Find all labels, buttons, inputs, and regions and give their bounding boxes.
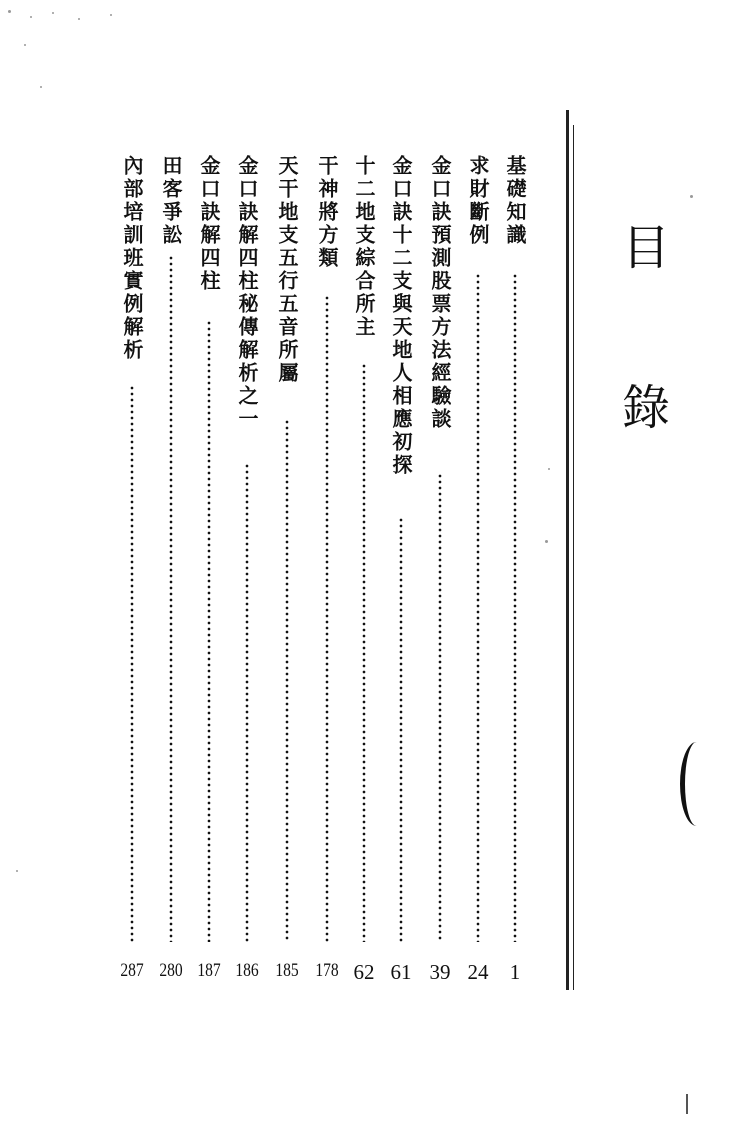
dot-leader	[476, 273, 480, 942]
scan-speck	[110, 14, 112, 16]
dot-leader	[285, 419, 289, 942]
dot-leader	[169, 255, 173, 942]
entry-title: 金口訣預測股票方法經驗談	[428, 155, 452, 431]
entry-title: 干神將方類	[315, 155, 339, 270]
toc-entry	[232, 155, 262, 1000]
entry-title: 十二地支綜合所主	[352, 155, 376, 339]
entry-page-number: 287	[120, 960, 144, 981]
entry-page-number: 1	[509, 960, 521, 984]
scan-speck	[30, 16, 32, 18]
scan-edge-mark	[680, 742, 713, 826]
toc-entry	[194, 155, 224, 1000]
scan-tick-mark	[686, 1094, 688, 1114]
entry-page-number: 186	[235, 960, 259, 981]
toc-title-char: 錄	[621, 380, 670, 436]
scan-speck	[40, 86, 42, 88]
scan-speck	[78, 18, 80, 20]
toc-entry	[272, 155, 302, 1000]
dot-leader	[513, 273, 517, 942]
dot-leader	[438, 473, 442, 942]
dot-leader	[207, 320, 211, 942]
dot-leader	[130, 385, 134, 942]
scan-speck	[24, 44, 26, 46]
dot-leader	[245, 463, 249, 942]
entry-title: 天干地支五行五音所屬	[275, 155, 299, 385]
entry-page-number: 61	[390, 960, 412, 984]
entry-page-number: 187	[197, 960, 221, 981]
scan-speck	[16, 870, 18, 872]
entry-title: 基礎知識	[503, 155, 527, 247]
toc-title-char: 目	[621, 220, 670, 276]
entry-page-number: 280	[159, 960, 183, 981]
toc-entry	[349, 155, 379, 1000]
entry-page-number: 62	[353, 960, 375, 984]
entry-title: 求財斷例	[466, 155, 490, 247]
entry-title: 金口訣十二支與天地人相應初探	[389, 155, 413, 477]
toc-entry	[500, 155, 530, 1000]
scan-speck	[52, 12, 54, 14]
toc-entry	[312, 155, 342, 1000]
toc-entry	[386, 155, 416, 1000]
dot-leader	[325, 295, 329, 942]
entry-title: 金口訣解四柱	[197, 155, 221, 293]
scan-speck	[8, 10, 11, 13]
entry-page-number: 185	[275, 960, 299, 981]
entry-page-number: 39	[429, 960, 451, 984]
entry-page-number: 178	[315, 960, 339, 981]
toc-entry	[425, 155, 455, 1000]
toc-entry	[463, 155, 493, 1000]
entry-page-number: 24	[467, 960, 489, 984]
entry-title: 金口訣解四柱秘傳解析之一	[235, 155, 259, 431]
entry-title: 田客爭訟	[159, 155, 183, 247]
dot-leader	[362, 363, 366, 942]
scan-speck	[690, 195, 693, 198]
toc-entry	[117, 155, 147, 1000]
toc-entry	[156, 155, 186, 1000]
dot-leader	[399, 517, 403, 942]
scan-speck	[545, 540, 548, 543]
entry-title: 內部培訓班實例解析	[120, 155, 144, 362]
scan-speck	[548, 468, 550, 470]
